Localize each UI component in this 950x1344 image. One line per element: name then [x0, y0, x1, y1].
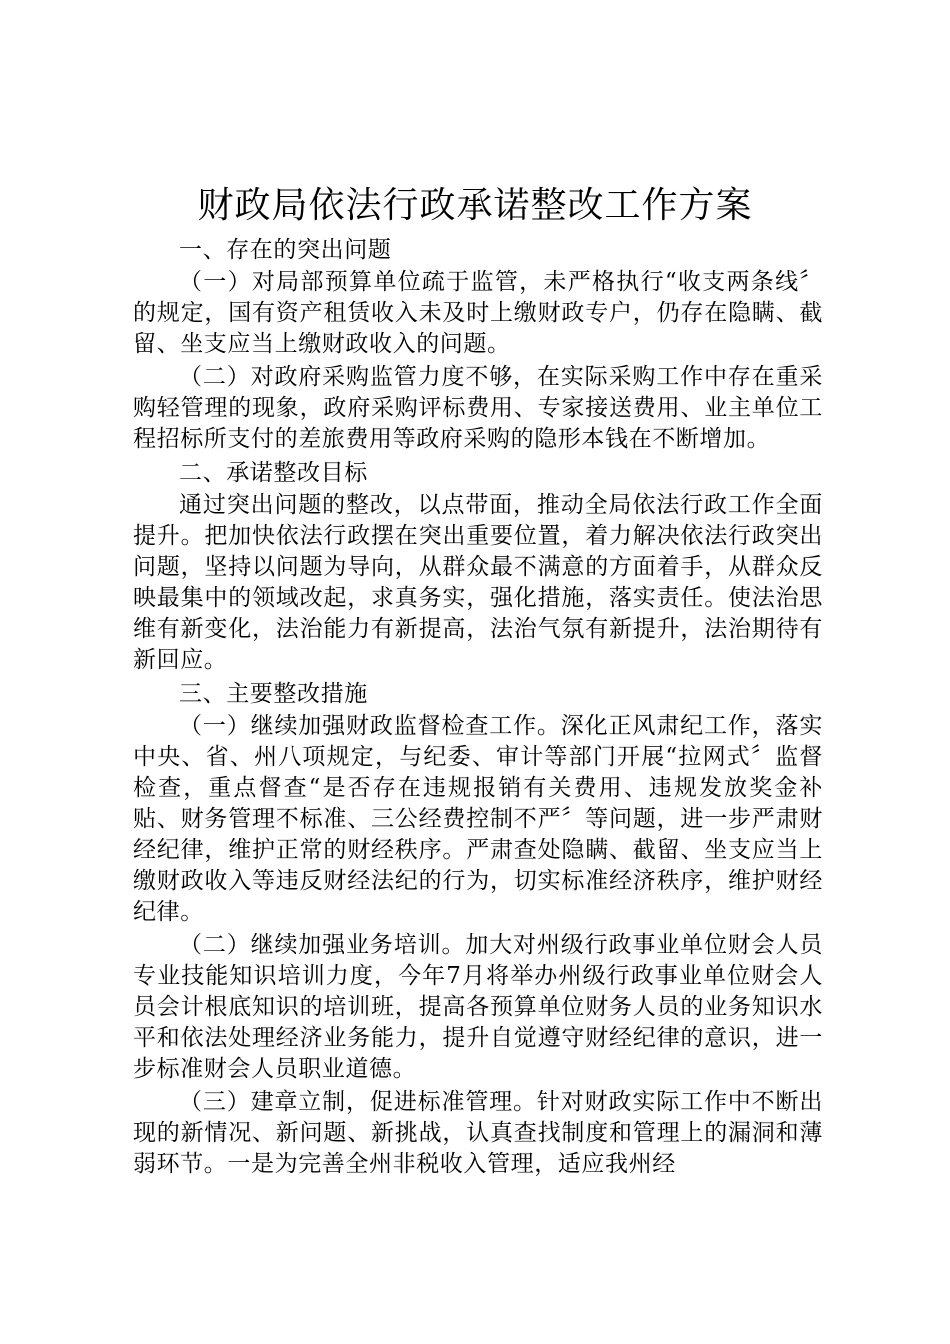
- paragraph-3-2: （二）继续加强业务培训。加大对州级行政事业单位财会人员专业技能知识培训力度，今年7月将举办州级行政事业单位财会人员会计根底知识的培训班，提高各预算单位财务人员的业务知识水平和依法处理经济业务能力，提升自觉遵守财经纪律的意识，进一步标准财会人员职业道德。: [133, 932, 823, 1082]
- paragraph-3-3: （三）建章立制，促进标准管理。针对财政实际工作中不断出现的新情况、新问题、新挑战，认真查找制度和管理上的漏洞和薄弱环节。一是为完善全州非税收入管理，适应我州经: [133, 1089, 823, 1177]
- paragraph-1-2: （二）对政府采购监管力度不够，在实际采购工作中存在重采购轻管理的现象，政府采购评标费用、专家接送费用、业主单位工程招标所支付的差旅费用等政府采购的隐形本钱在不断增加。: [133, 364, 823, 452]
- paragraph-2-1: 通过突出问题的整改，以点带面，推动全局依法行政工作全面提升。把加快依法行政摆在突出重要位置，着力解决依法行政突出问题，坚持以问题为导向，从群众最不满意的方面着手，从群众反映最集中的领域改起，求真务实，强化措施，落实责任。使法治思维有新变化，法治能力有新提高，法治气氛有新提升，法治期待有新回应。: [133, 492, 823, 673]
- document-body: [133, 232, 823, 1182]
- paragraph-3-1: （一）继续加强财政监督检查工作。深化正风肃纪工作，落实中央、省、州八项规定，与纪委、审计等部门开展“拉网式〞监督检查，重点督查“是否存在违规报销有关费用、违规发放奖金补贴、财务管理不标准、三公经费控制不严〞等问题，进一步严肃财经纪律，维护正常的财经秩序。严肃查处隐瞒、截留、坐支应当上缴财政收入等违反财经法纪的行为，切实标准经济秩序，维护财经纪律。: [133, 713, 823, 925]
- document-title: 财政局依法行政承诺整改工作方案: [197, 185, 753, 226]
- section-heading-3: 三、主要整改措施: [179, 681, 368, 707]
- section-heading-2: 二、承诺整改目标: [179, 460, 368, 486]
- paragraph-1-1: （一）对局部预算单位疏于监管，未严格执行“收支两条线〞的规定，国有资产租赁收入未及时上缴财政专户，仍存在隐瞒、截留、坐支应当上缴财政收入的问题。: [133, 269, 823, 357]
- section-heading-1: 一、存在的突出问题: [179, 237, 392, 263]
